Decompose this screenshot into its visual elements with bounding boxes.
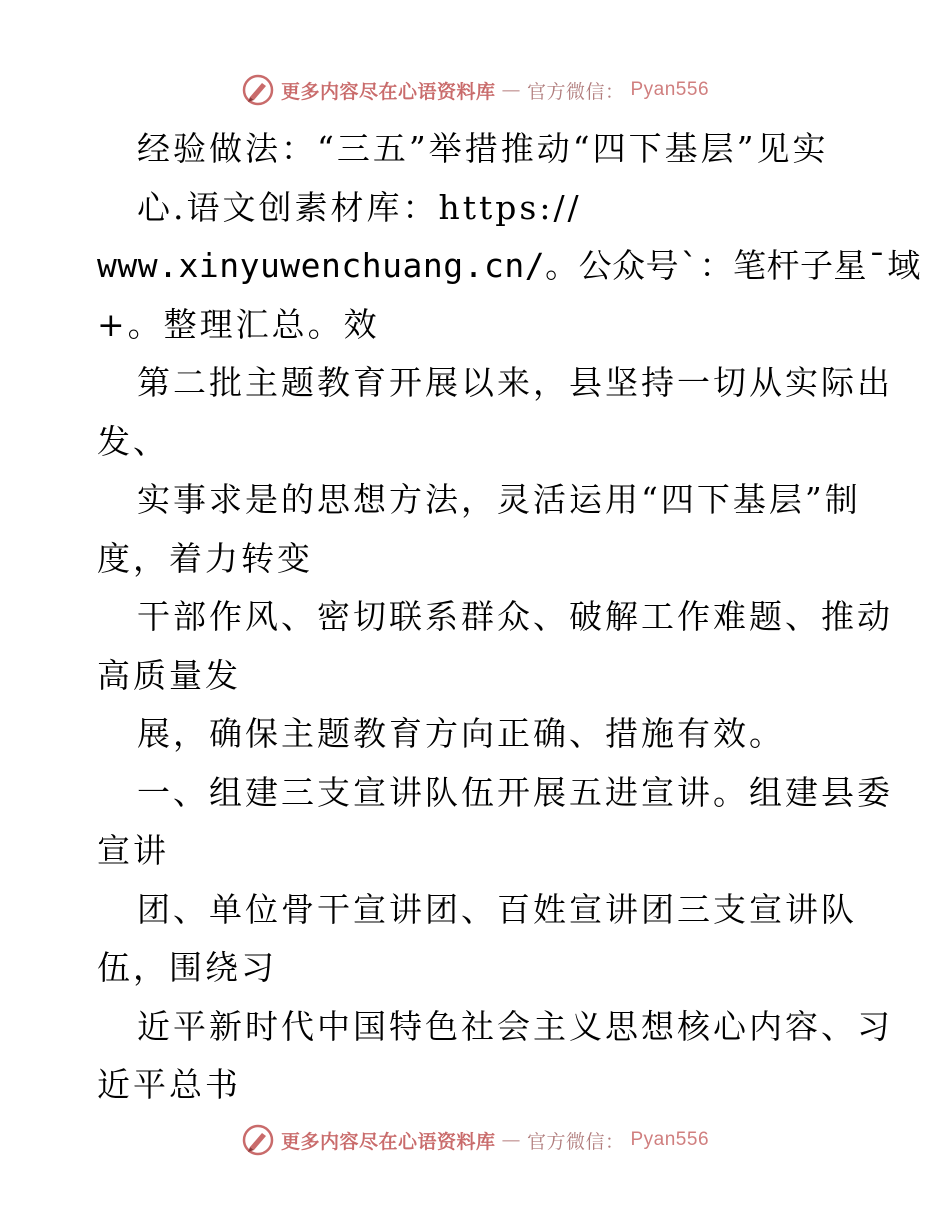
text-line: 近平总书: [97, 1065, 241, 1104]
text-line: 近平新时代中国特色社会主义思想核心内容、习: [137, 1006, 893, 1046]
watermark-id: Pyan556: [630, 1129, 710, 1150]
watermark-id: Pyan556: [630, 79, 710, 100]
footer-watermark: [0, 1120, 950, 1160]
text-line: 伍，围绕习: [97, 948, 277, 987]
watermark-dash: —: [501, 1129, 521, 1151]
pen-logo-icon: [241, 73, 275, 107]
text-line: 经验做法：“三五”举措推动“四下基层”见实: [137, 129, 829, 168]
watermark-title: 更多内容尽在心语资料库: [280, 80, 496, 103]
watermark-title: 更多内容尽在心语资料库: [280, 1130, 496, 1153]
text-line: +。整理汇总。效: [97, 304, 380, 344]
text-line: 度，着力转变: [97, 538, 313, 578]
header-watermark: [0, 70, 950, 110]
text-line: 团、单位骨干宣讲团、百姓宣讲团三支宣讲队: [137, 889, 857, 929]
text-line: 发、: [97, 421, 169, 461]
text-line: 高质量发: [97, 655, 241, 695]
pen-logo-icon: [241, 1123, 275, 1157]
text-line: 实事求是的思想方法，灵活运用“四下基层”制: [137, 480, 861, 519]
text-line: 干部作风、密切联系群众、破解工作难题、推动: [137, 597, 893, 636]
watermark-dash: —: [501, 79, 521, 101]
text-line: 宣讲: [97, 831, 169, 870]
text-line: 一、组建三支宣讲队伍开展五进宣讲。组建县委: [137, 772, 893, 812]
watermark-label: 官方微信：: [526, 1130, 625, 1153]
document-body: [97, 120, 921, 1115]
watermark-label: 官方微信：: [526, 80, 625, 103]
text-line: 第二批主题教育开展以来，县坚持一切从实际出: [137, 363, 893, 402]
text-line: www.xinyuwenchuang.cn/。公众号`：笔杆子星¯域: [97, 246, 921, 285]
text-line: 展，确保主题教育方向正确、措施有效。: [137, 714, 785, 753]
text-line: 心.语文创素材库：https://: [137, 187, 582, 227]
